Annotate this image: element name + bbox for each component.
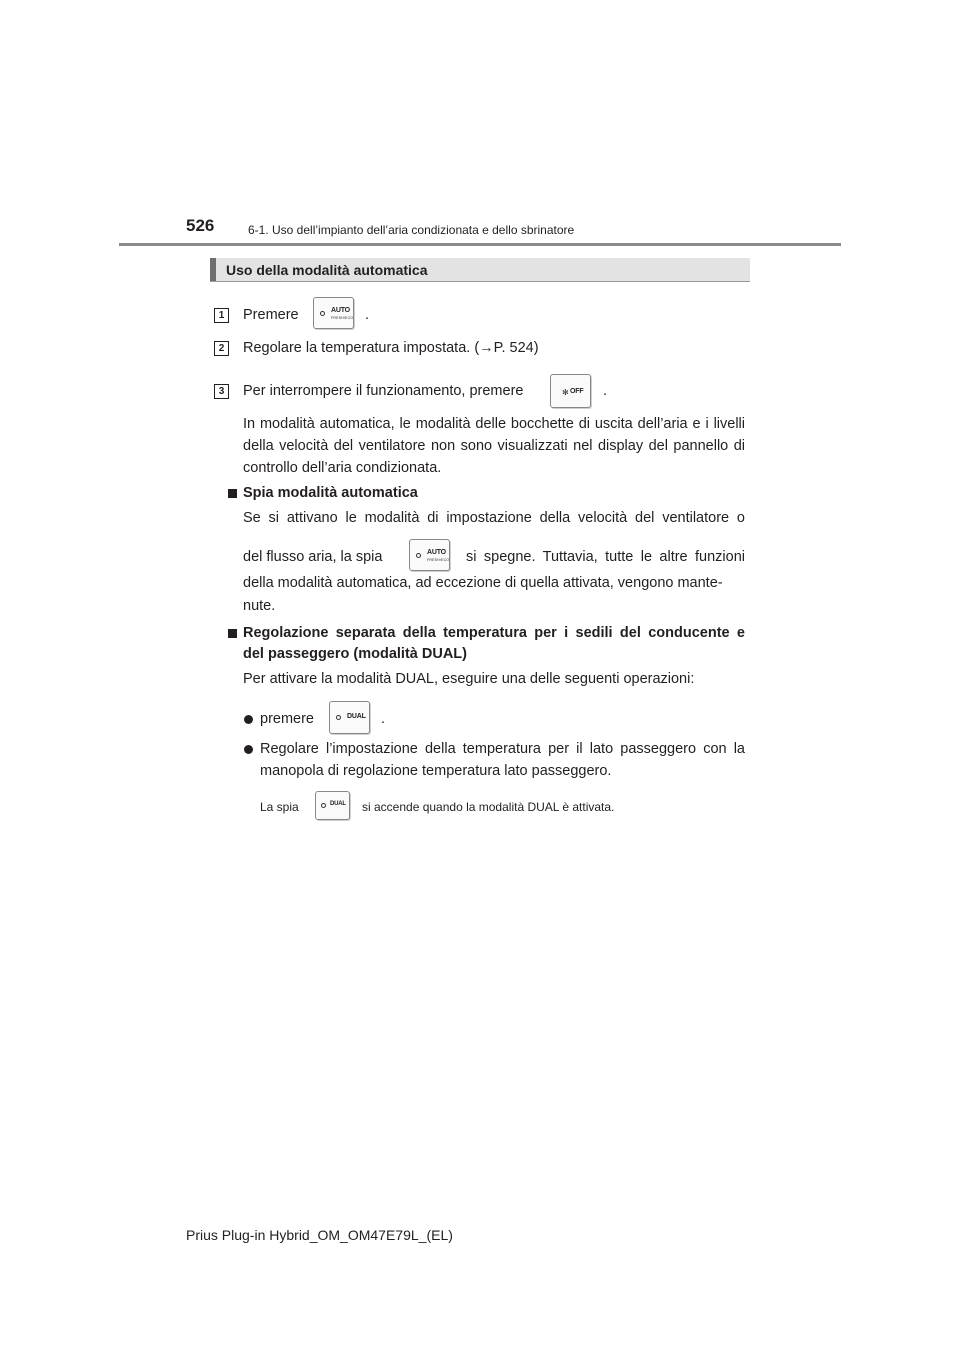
auto-key: AUTO FRESH/ECO	[313, 297, 354, 329]
dual-intro: Per attivare la modalità DUAL, eseguire una delle seguenti operazioni:	[243, 671, 695, 687]
indicator-text-line-1: Se si attivano le modalità di impostazione della velocità del ventilatore o	[243, 510, 745, 526]
step-number-2: 2	[214, 341, 229, 356]
section-accent	[210, 258, 216, 281]
indicator-dot-icon	[320, 311, 325, 316]
circle-bullet-icon	[244, 745, 253, 754]
dual-bullet-1-period: .	[381, 711, 386, 727]
dual-key: DUAL	[329, 701, 370, 734]
indicator-dot-icon	[321, 803, 326, 808]
subheading-dual-line-1: Regolazione separata della temperatura per i sedili del conducente e	[243, 625, 745, 641]
page-number: 526	[186, 216, 215, 235]
step-number-1: 1	[214, 308, 229, 323]
circle-bullet-icon	[244, 715, 253, 724]
dual-bullet-2-line-2: manopola di regolazione temperatura lato passeggero.	[260, 763, 612, 779]
indicator-dot-icon	[416, 553, 421, 558]
step-2-text: Regolare la temperatura impostata. (→P. 524)	[243, 340, 539, 356]
indicator-dot-icon	[336, 715, 341, 720]
dual-bullet-2-line-1: Regolare l’impostazione della temperatura per il lato passeggero con la	[260, 741, 745, 757]
indicator-text-line-4: nute.	[243, 598, 276, 614]
step-number-3: 3	[214, 384, 229, 399]
dual-bullet-1-text: premere	[260, 711, 314, 727]
chapter-title: 6-1. Uso dell’impianto dell’aria condizionata e dello sbrinatore	[248, 223, 575, 237]
dual-note-after: si accende quando la modalità DUAL è attivata.	[362, 800, 615, 814]
square-bullet-icon	[228, 489, 237, 498]
auto-indicator-key: AUTO FRESH/ECO	[409, 539, 450, 571]
subheading-dual-line-2: del passeggero (modalità DUAL)	[243, 646, 467, 662]
section-title: Uso della modalità automatica	[226, 262, 428, 278]
fan-icon: ✻	[562, 388, 569, 397]
off-key: ✻ OFF	[550, 374, 591, 408]
indicator-text-line-2b: si spegne. Tuttavia, tutte le altre funzioni	[466, 549, 745, 565]
step-3-period: .	[603, 383, 608, 399]
section-heading	[210, 258, 750, 282]
step-3-text: Per interrompere il funzionamento, premere	[243, 383, 524, 399]
step-1-period: .	[365, 307, 370, 323]
dual-note-before: La spia	[260, 800, 299, 814]
header-divider	[119, 243, 841, 246]
footer-manual-id: Prius Plug-in Hybrid_OM_OM47E79L_(EL)	[186, 1227, 453, 1243]
auto-mode-description: In modalità automatica, le modalità delle bocchette di uscita dell’aria e i livelli della velocità del ventilatore non sono visualizzati nel display del pannello di controllo dell’aria condizionata.	[243, 416, 745, 476]
dual-indicator-key: DUAL	[315, 791, 350, 820]
subheading-auto-indicator: Spia modalità automatica	[243, 485, 418, 501]
square-bullet-icon	[228, 629, 237, 638]
indicator-text-line-3: della modalità automatica, ad eccezione di quella attivata, vengono mante-	[243, 575, 723, 591]
step-1-text: Premere	[243, 307, 299, 323]
indicator-text-line-2a: del flusso aria, la spia	[243, 549, 383, 565]
